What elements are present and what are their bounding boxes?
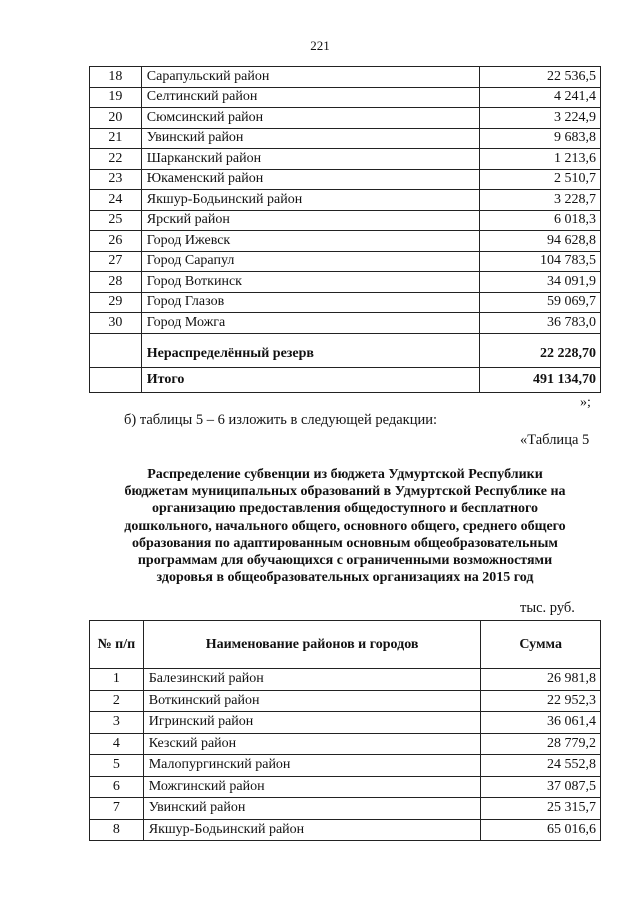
total-name: Итого xyxy=(141,367,479,392)
row-number xyxy=(90,333,142,367)
row-number: 2 xyxy=(90,690,144,712)
row-name: Можгинский район xyxy=(143,776,481,798)
row-number: 1 xyxy=(90,669,144,691)
row-name: Увинский район xyxy=(141,128,479,149)
row-name: Воткинский район xyxy=(143,690,481,712)
header-sum: Сумма xyxy=(481,621,601,669)
heading-line: бюджетам муниципальных образований в Удмуртской Республике на xyxy=(124,484,566,500)
row-name: Малопургинский район xyxy=(143,755,481,777)
row-sum: 37 087,5 xyxy=(481,776,601,798)
row-number: 19 xyxy=(90,87,142,108)
row-name: Балезинский район xyxy=(143,669,481,691)
table-row xyxy=(90,190,601,211)
row-number: 28 xyxy=(90,272,142,293)
row-name: Город Сарапул xyxy=(141,251,479,272)
row-sum: 94 628,8 xyxy=(480,231,601,252)
subsidy-table-5 xyxy=(89,620,601,841)
total-row xyxy=(90,367,601,392)
subsidy-table-continued xyxy=(89,66,601,393)
heading-line: организацию предоставления общедоступного и бесплатного xyxy=(151,501,539,517)
table-row xyxy=(90,819,601,841)
row-name: Якшур-Бодьинский район xyxy=(141,190,479,211)
row-number: 3 xyxy=(90,712,144,734)
row-name: Селтинский район xyxy=(141,87,479,108)
reserve-name: Нераспределённый резерв xyxy=(141,333,479,367)
row-name: Юкаменский район xyxy=(141,169,479,190)
table-row xyxy=(90,712,601,734)
row-number: 29 xyxy=(90,292,142,313)
table-row xyxy=(90,690,601,712)
row-sum: 2 510,7 xyxy=(480,169,601,190)
row-name: Сюмсинский район xyxy=(141,108,479,129)
header-row xyxy=(90,621,601,669)
row-number: 6 xyxy=(90,776,144,798)
row-sum: 24 552,8 xyxy=(481,755,601,777)
row-sum: 36 783,0 xyxy=(480,313,601,334)
row-number: 4 xyxy=(90,733,144,755)
row-number: 26 xyxy=(90,231,142,252)
row-sum: 25 315,7 xyxy=(481,798,601,820)
row-sum: 36 061,4 xyxy=(481,712,601,734)
table-heading xyxy=(90,466,600,586)
row-name: Ярский район xyxy=(141,210,479,231)
table-row xyxy=(90,149,601,170)
row-sum: 104 783,5 xyxy=(480,251,601,272)
row-number: 21 xyxy=(90,128,142,149)
table-row xyxy=(90,67,601,88)
row-number: 7 xyxy=(90,798,144,820)
row-name: Сарапульский район xyxy=(141,67,479,88)
reserve-sum: 22 228,70 xyxy=(480,333,601,367)
table-row xyxy=(90,87,601,108)
row-sum: 34 091,9 xyxy=(480,272,601,293)
table-row xyxy=(90,210,601,231)
row-sum: 65 016,6 xyxy=(481,819,601,841)
row-name: Шарканский район xyxy=(141,149,479,170)
row-number: 30 xyxy=(90,313,142,334)
row-name: Город Воткинск xyxy=(141,272,479,293)
row-number: 5 xyxy=(90,755,144,777)
table-row xyxy=(90,272,601,293)
table-row xyxy=(90,251,601,272)
row-number: 8 xyxy=(90,819,144,841)
heading-line: Распределение субвенции из бюджета Удмуртской Республики xyxy=(147,467,543,482)
total-sum: 491 134,70 xyxy=(480,367,601,392)
row-number: 25 xyxy=(90,210,142,231)
row-name: Кезский район xyxy=(143,733,481,755)
header-name: Наименование районов и городов xyxy=(143,621,481,669)
table-row xyxy=(90,798,601,820)
closing-quote: »; xyxy=(580,395,591,410)
row-number: 18 xyxy=(90,67,142,88)
header-number: № п/п xyxy=(90,621,144,669)
heading-line: программам для обучающихся с ограниченными возможностями xyxy=(137,553,553,569)
amendment-intro: б) таблицы 5 – 6 изложить в следующей редакции: xyxy=(124,412,438,428)
row-name: Игринский район xyxy=(143,712,481,734)
table-row xyxy=(90,313,601,334)
table-row xyxy=(90,776,601,798)
row-number: 23 xyxy=(90,169,142,190)
row-sum: 4 241,4 xyxy=(480,87,601,108)
row-name: Увинский район xyxy=(143,798,481,820)
row-sum: 9 683,8 xyxy=(480,128,601,149)
row-sum: 26 981,8 xyxy=(481,669,601,691)
row-number xyxy=(90,367,142,392)
row-number: 24 xyxy=(90,190,142,211)
row-sum: 3 228,7 xyxy=(480,190,601,211)
reserve-row xyxy=(90,333,601,367)
table-row xyxy=(90,755,601,777)
row-sum: 6 018,3 xyxy=(480,210,601,231)
table-row xyxy=(90,231,601,252)
row-sum: 28 779,2 xyxy=(481,733,601,755)
row-number: 27 xyxy=(90,251,142,272)
units-label: тыс. руб. xyxy=(520,600,575,616)
heading-line: образования по адаптированным основным общеобразовательным xyxy=(132,535,558,551)
row-name: Якшур-Бодьинский район xyxy=(143,819,481,841)
table-row xyxy=(90,169,601,190)
heading-line: здоровья в общеобразовательных организациях на 2015 год xyxy=(156,570,534,586)
row-number: 20 xyxy=(90,108,142,129)
table-row xyxy=(90,669,601,691)
row-name: Город Ижевск xyxy=(141,231,479,252)
page-number: 221 xyxy=(310,38,330,53)
heading-line: дошкольного, начального общего, основного общего, среднего общего xyxy=(124,518,566,534)
row-sum: 22 536,5 xyxy=(480,67,601,88)
row-sum: 3 224,9 xyxy=(480,108,601,129)
table-row xyxy=(90,108,601,129)
row-sum: 22 952,3 xyxy=(481,690,601,712)
row-sum: 59 069,7 xyxy=(480,292,601,313)
table-row xyxy=(90,292,601,313)
row-number: 22 xyxy=(90,149,142,170)
table-row xyxy=(90,733,601,755)
row-name: Город Глазов xyxy=(141,292,479,313)
table-label: «Таблица 5 xyxy=(520,432,590,448)
table-row xyxy=(90,128,601,149)
row-sum: 1 213,6 xyxy=(480,149,601,170)
row-name: Город Можга xyxy=(141,313,479,334)
